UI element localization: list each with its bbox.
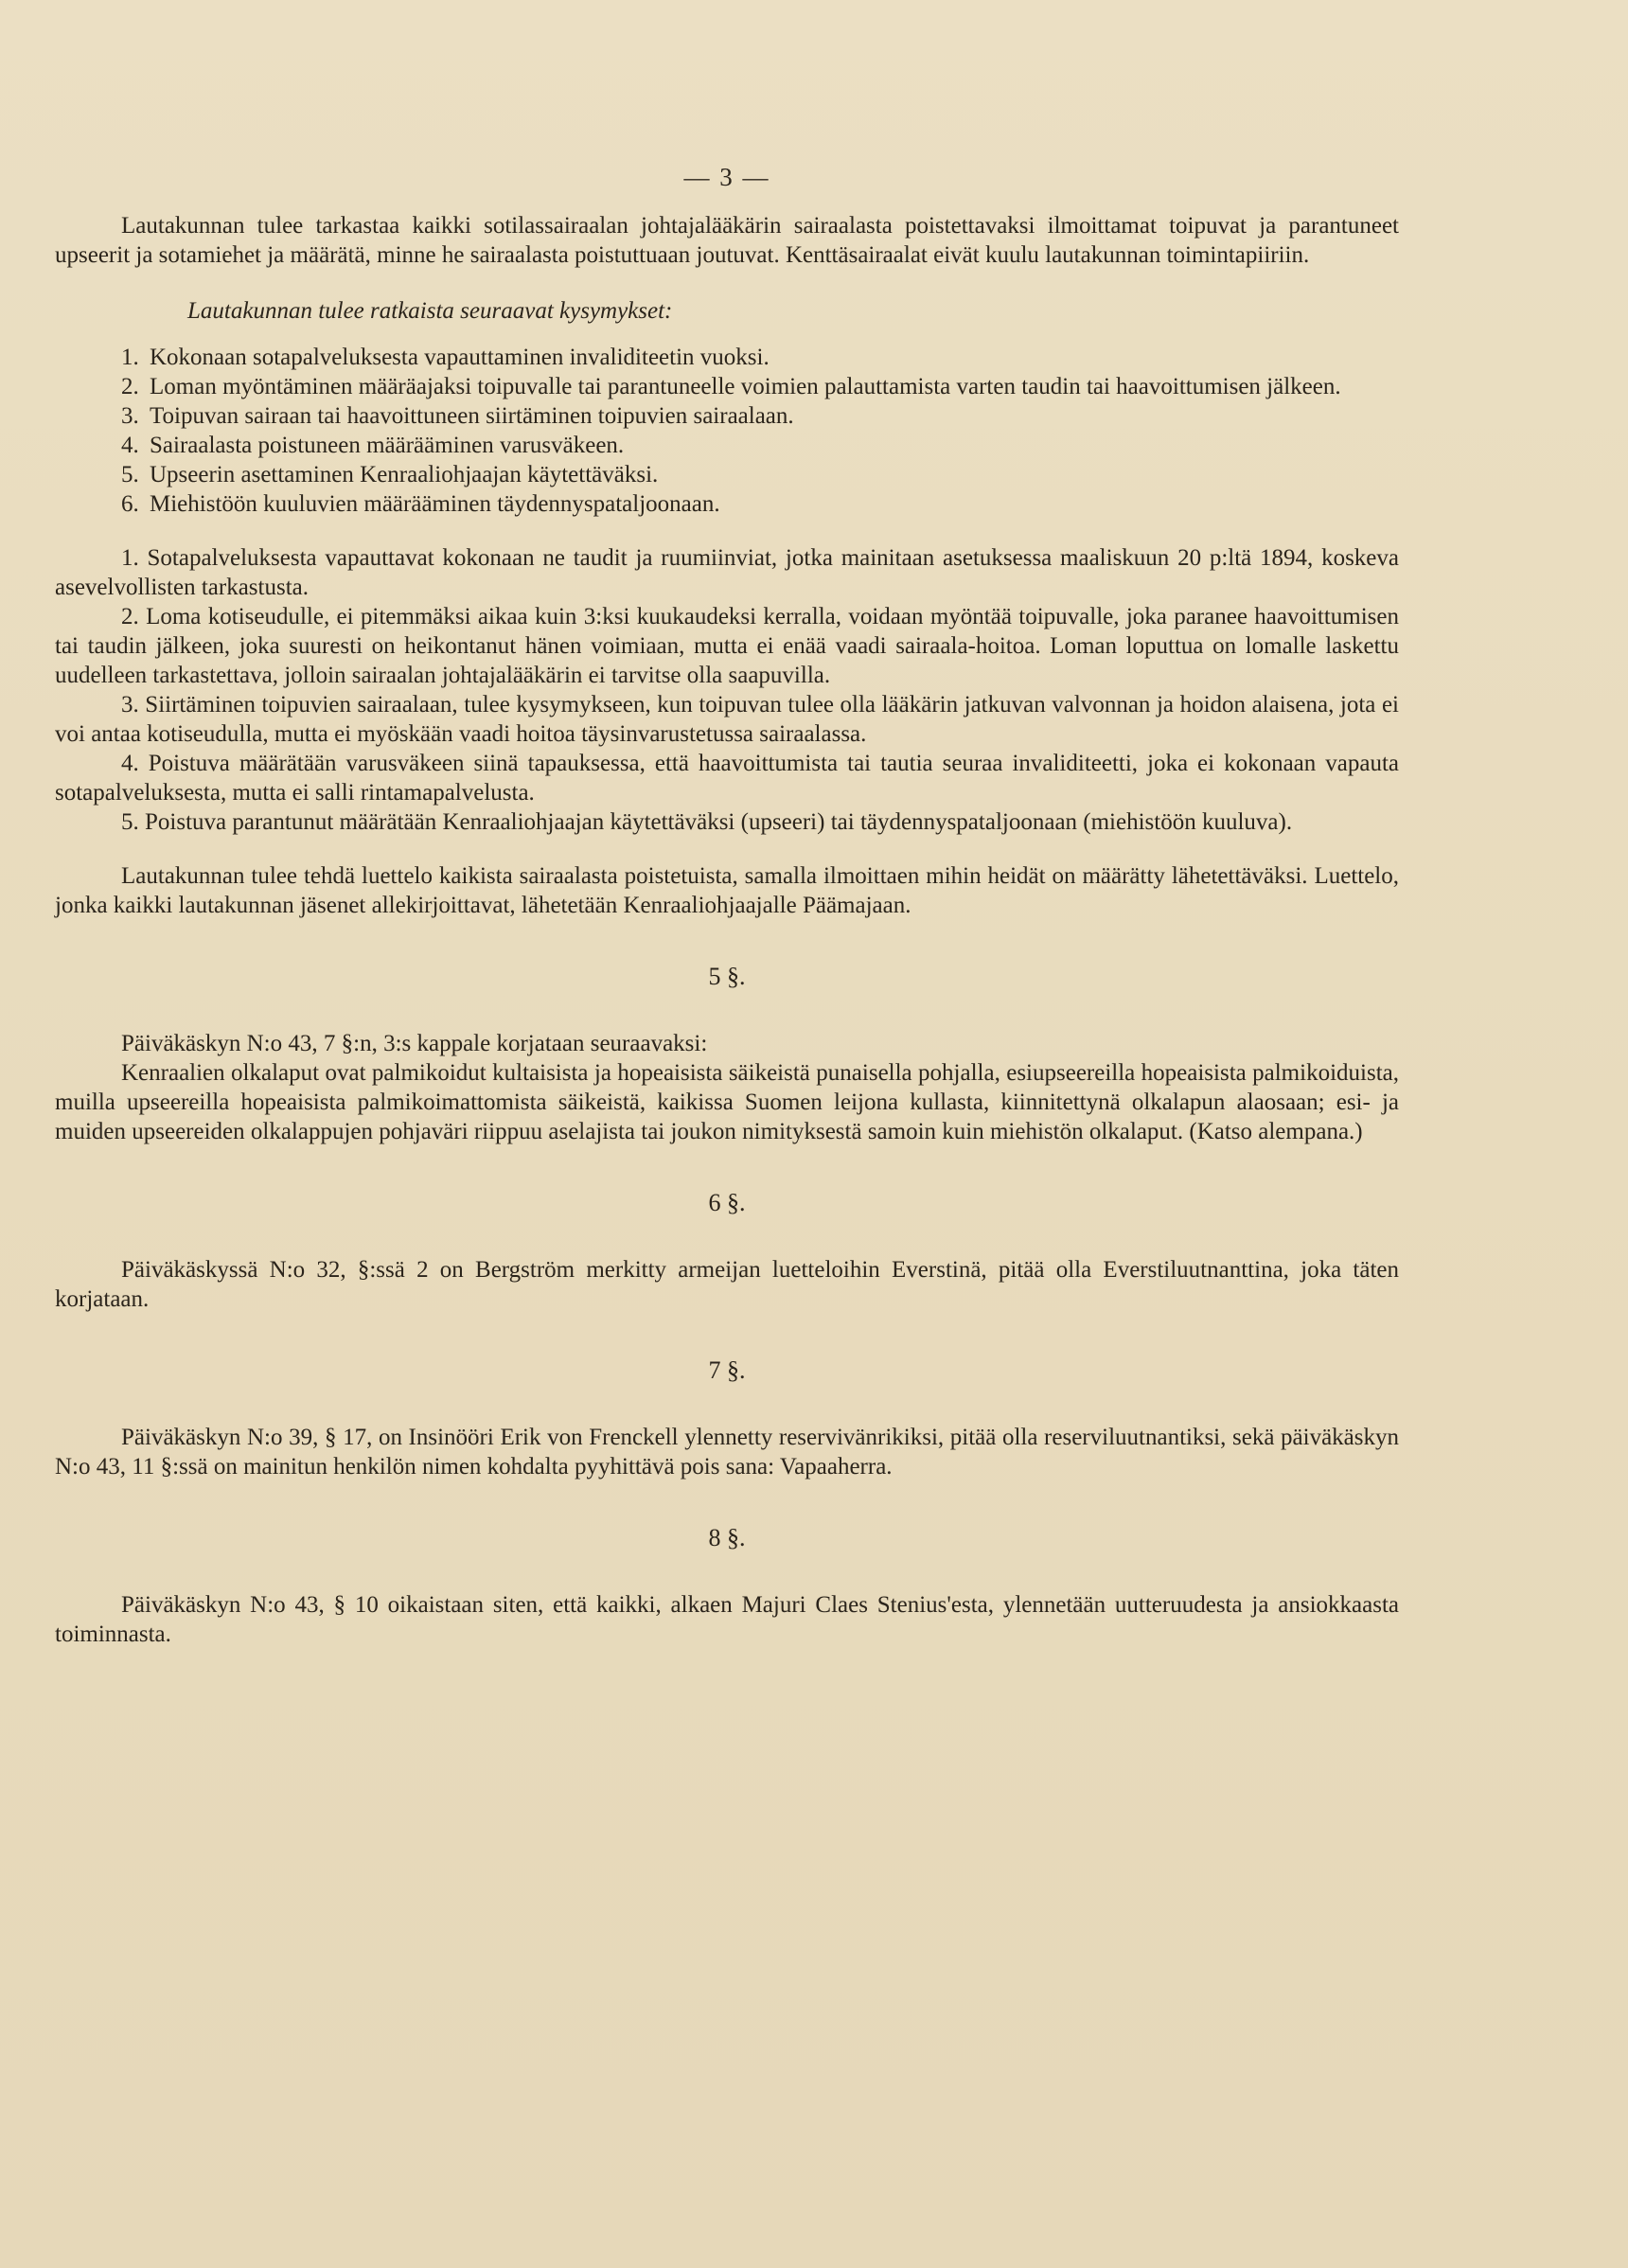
section-paragraph: Kenraalien olkalaput ovat palmikoidut kultaisista ja hopeaisista säikeistä punaisella pohjalla, esiupseereilla hopeaisista palmikoiduista, muilla upseereilla hopeaisista palmikoimattomista säikeistä, kaikissa Suomen leijona kullasta, kiinnitettynä olkalapun alaosaan; esi- ja muiden upseereiden olkalappujen pohjaväri riippuu aselajista tai joukon nimityksestä samoin kuin miehistön olkalaput. (Katso alempana.) <box>55 1060 1399 1144</box>
list-item: 2. Loman myöntäminen määräajaksi toipuvalle tai parantuneelle voimien palauttamista varten taudin tai haavoittumisen jälkeen. <box>121 374 1341 399</box>
questions-list <box>55 343 1399 519</box>
list-item: 6. Miehistöön kuuluvien määrääminen täydennyspataljoonaan. <box>121 491 720 517</box>
list-item: 4. Sairaalasta poistuneen määrääminen varusväkeen. <box>121 433 625 458</box>
page-content <box>55 163 1399 1649</box>
section-heading: 5 §. <box>708 963 746 990</box>
section-paragraph: Päiväkäskyn N:o 43, 7 §:n, 3:s kappale korjataan seuraavaksi: <box>121 1031 708 1056</box>
section-paragraph: Päiväkäskyssä N:o 32, §:ssä 2 on Bergström merkitty armeijan luetteloihin Everstinä, pitää olla Everstiluutnanttina, joka täten korjataan. <box>55 1257 1399 1312</box>
list-item: 3. Toipuvan sairaan tai haavoittuneen siirtäminen toipuvien sairaalaan. <box>121 403 794 429</box>
section-6 <box>55 1188 1399 1314</box>
list-item: 5. Upseerin asettaminen Kenraaliohjaajan käytettäväksi. <box>121 462 659 487</box>
section-heading: 8 §. <box>708 1524 746 1551</box>
answers-list <box>55 543 1399 837</box>
intro-paragraph: Lautakunnan tulee tarkastaa kaikki sotilassairaalan johtajalääkärin sairaalasta poistettavaksi ilmoittamat toipuvat ja parantuneet upseerit ja sotamiehet ja määrätä, minne he sairaalasta poistuttuaan joutuvat. Kenttäsairaalat eivät kuulu lautakunnan toimintapiiriin. <box>55 213 1399 268</box>
answer-item: 1. Sotapalveluksesta vapauttavat kokonaan ne taudit ja ruumiinviat, jotka mainitaan asetuksessa maaliskuun 20 p:ltä 1894, koskeva asevelvollisten tarkastusta. <box>55 545 1399 600</box>
answer-item: 3. Siirtäminen toipuvien sairaalaan, tulee kysymykseen, kun toipuvan tulee olla lääkärin jatkuvan valvonnan ja hoidon alaisena, jota ei voi antaa kotiseudulla, mutta ei myöskään vaadi hoitoa täysinvarustetussa sairaalassa. <box>55 692 1399 747</box>
list-item: 1. Kokonaan sotapalveluksesta vapauttaminen invaliditeetin vuoksi. <box>121 345 770 370</box>
section-paragraph: Päiväkäskyn N:o 39, § 17, on Insinööri Erik von Frenckell ylennetty reservivänrikiksi, pitää olla reserviluutnantiksi, sekä päiväkäskyn N:o 43, 11 §:ssä on mainitun henkilön nimen kohdalta pyyhittävä pois sana: Vapaaherra. <box>55 1425 1399 1480</box>
section-heading: 6 §. <box>708 1189 746 1216</box>
answer-item: 4. Poistuva määrätään varusväkeen siinä tapauksessa, että haavoittumista tai tautia seuraa invaliditeetti, joka ei kokonaan vapauta sotapalveluksesta, mutta ei salli rintamapalvelusta. <box>55 751 1399 806</box>
section-8 <box>55 1523 1399 1649</box>
answer-item: 5. Poistuva parantunut määrätään Kenraaliohjaajan käytettäväksi (upseeri) tai täydennyspataljoonaan (miehistöön kuuluva). <box>121 809 1293 835</box>
section-paragraph: Päiväkäskyn N:o 43, § 10 oikaistaan siten, että kaikki, alkaen Majuri Claes Stenius'esta, ylennetään uutteruudesta ja ansiokkaasta toiminnasta. <box>55 1592 1399 1647</box>
section-7 <box>55 1355 1399 1481</box>
section-heading: 7 §. <box>708 1356 746 1384</box>
questions-heading: Lautakunnan tulee ratkaista seuraavat kysymykset: <box>187 298 673 324</box>
page-number: — 3 — <box>683 163 770 191</box>
section-5 <box>55 962 1399 1146</box>
answer-item: 2. Loma kotiseudulle, ei pitemmäksi aikaa kuin 3:ksi kuukaudeksi kerralla, voidaan myöntää toipuvalle, joka paranee haavoittumisen tai taudin jälkeen, joka suuresti on heikontanut hänen voimiaan, mutta ei enää vaadi sairaala-hoitoa. Loman loputtua on lomalle laskettu uudelleen tarkastettava, jolloin sairaalan johtajalääkärin ei tarvitse olla saapuvilla. <box>55 604 1399 688</box>
list-paragraph: Lautakunnan tulee tehdä luettelo kaikista sairaalasta poistetuista, samalla ilmoittaen mihin heidät on määrätty lähetettäväksi. Luettelo, jonka kaikki lautakunnan jäsenet allekirjoittavat, lähetetään Kenraaliohjaajalle Päämajaan. <box>55 863 1399 918</box>
